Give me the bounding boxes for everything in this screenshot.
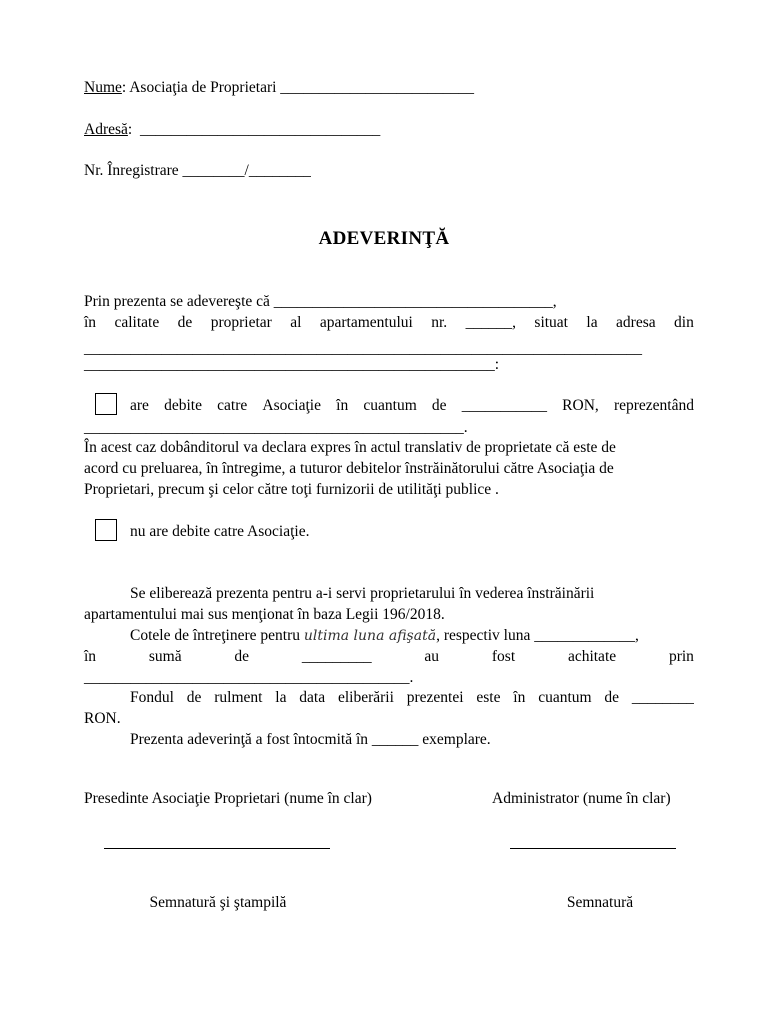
- name-value: : Asociaţia de Proprietari _________________________: [121, 79, 475, 96]
- address-value: : _______________________________: [127, 121, 381, 138]
- word: de: [604, 689, 620, 706]
- body-p3-line-1: [130, 690, 694, 706]
- intro-line-3: ________________________________________________________________________: [84, 340, 642, 357]
- word: ___________: [461, 397, 547, 414]
- administrator-signature-line: [510, 848, 676, 849]
- word: apartamentului: [319, 314, 413, 331]
- word: achitate: [567, 648, 617, 665]
- word: în: [84, 648, 97, 665]
- declaration-line-2: acord cu preluarea, în întregime, a tuturor debitelor înstrăinătorului către Asociaţia de: [84, 460, 614, 477]
- body-p2-prefix: Cotele de întreţinere pentru: [130, 627, 304, 644]
- president-signature-label: Semnatură şi ştampilă: [149, 894, 287, 911]
- declaration-line-1: În acest caz dobânditorul va declara expres în actul translativ de proprietate că este de: [84, 439, 616, 456]
- word: la: [586, 314, 598, 331]
- word: ________: [631, 689, 694, 706]
- word: de: [431, 397, 447, 414]
- word: în: [513, 689, 526, 706]
- body-p2-line-3: __________________________________________.: [84, 669, 414, 686]
- body-p2-line-2: [84, 649, 694, 665]
- word: adresa: [616, 314, 656, 331]
- word: de: [177, 314, 193, 331]
- word: cuantum: [363, 397, 417, 414]
- document-title: ADEVERINŢĂ: [318, 228, 450, 249]
- intro-line-1: Prin prezenta se adevereşte că ____________________________________,: [84, 293, 557, 310]
- no-debts-checkbox[interactable]: [95, 519, 117, 541]
- word: în: [336, 397, 349, 414]
- body-p3-line-2: RON.: [84, 710, 121, 727]
- body-p2-italic: ultima luna afişată: [303, 628, 437, 644]
- word: RON,: [562, 397, 599, 414]
- word: calitate: [114, 314, 160, 331]
- word: nr.: [431, 314, 448, 331]
- body-p1-line-2: apartamentului mai sus menţionat în baza Legii 196/2018.: [84, 606, 445, 623]
- body-p1-line-1: Se eliberează prezenta pentru a-i servi proprietarului în vederea înstrăinării: [130, 585, 595, 602]
- word: rulment: [214, 689, 263, 706]
- word: în: [84, 314, 97, 331]
- registration-line: Nr. Înregistrare ________/________: [84, 162, 311, 179]
- no-debts-label: nu are debite catre Asociaţie.: [130, 523, 310, 540]
- word: reprezentând: [613, 397, 694, 414]
- body-p4: Prezenta adeverinţă a fost întocmită în ______ exemplare.: [130, 731, 491, 748]
- intro-line-4: _____________________________________________________:: [84, 356, 500, 373]
- has-debts-checkbox[interactable]: [95, 393, 117, 415]
- word: are: [130, 397, 149, 414]
- president-label: Presedinte Asociaţie Proprietari (nume în clar): [84, 790, 372, 807]
- body-p2-line-1: [130, 628, 639, 644]
- word: data: [299, 689, 326, 706]
- word: sumă: [148, 648, 182, 665]
- name-line: [84, 80, 474, 96]
- word: au: [424, 648, 440, 665]
- declaration-line-3: Proprietari, precum şi celor către toţi furnizorii de utilităţi publice .: [84, 481, 499, 498]
- word: _________: [301, 648, 372, 665]
- word: proprietar: [210, 314, 272, 331]
- word: Asociaţie: [262, 397, 321, 414]
- has-debts-line-2: _________________________________________________.: [84, 419, 468, 436]
- word: este: [476, 689, 501, 706]
- word: prin: [668, 648, 694, 665]
- word: cuantum: [538, 689, 592, 706]
- intro-line-2: [84, 315, 694, 331]
- word: la: [275, 689, 287, 706]
- word: debite: [164, 397, 202, 414]
- word: Fondul: [130, 689, 174, 706]
- administrator-label: Administrator (nume în clar): [492, 790, 671, 807]
- administrator-signature-label: Semnatură: [566, 894, 634, 911]
- word: eliberării: [337, 689, 394, 706]
- word: de: [234, 648, 250, 665]
- word: prezentei: [406, 689, 464, 706]
- name-label: Nume: [84, 79, 122, 96]
- word: din: [674, 314, 694, 331]
- word: al: [290, 314, 302, 331]
- word: situat: [534, 314, 568, 331]
- word: de: [186, 689, 202, 706]
- body-p2-suffix: , respectiv luna _____________,: [436, 627, 639, 644]
- president-signature-line: [104, 848, 330, 849]
- word: fost: [491, 648, 516, 665]
- has-debts-line-1: [130, 398, 694, 414]
- word: catre: [217, 397, 248, 414]
- address-label: Adresă: [84, 121, 128, 138]
- address-line: [84, 122, 380, 138]
- word: ______,: [465, 314, 516, 331]
